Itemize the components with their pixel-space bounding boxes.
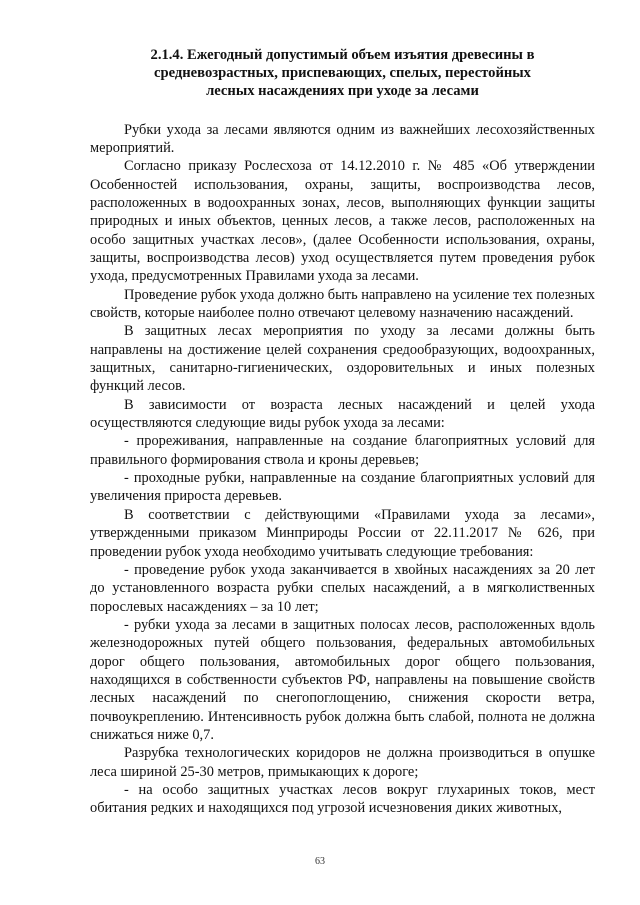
paragraph-1: Рубки ухода за лесами являются одним из важнейших лесохозяйственных мероприятий. [90, 121, 595, 156]
paragraph-2: Согласно приказу Рослесхоза от 14.12.2010 г. № 485 «Об утверждении Особенностей использования, охраны, защиты, воспроизводства лесов, расположенных в водоохранных зонах, лесов, выполняющих функции защиты природных и иных объектов, ценных лесов, а также лесов, расположенных на особо защитных участках лесов», (далее Особенности использования, охраны, защиты, воспроизводства лесов) уход осуществляется путем проведения рубок ухода, предусмотренных Правилами ухода за лесами. [90, 158, 595, 285]
paragraph-6: В соответствии с действующими «Правилами ухода за лесами», утвержденными приказом Минприроды России от 22.11.2017 № 626, при проведении рубок ухода необходимо учитывать следующие требования: [90, 506, 595, 560]
list-item-thinning: - прореживания, направленные на создание благоприятных условий для правильного формирования ствола и кроны деревьев; [90, 433, 595, 468]
section-heading [90, 46, 595, 101]
heading-line-2: средневозрастных, приспевающих, спелых, перестойных [154, 65, 531, 82]
list-item-requirement-2: - рубки ухода за лесами в защитных полосах лесов, расположенных вдоль железнодорожных путей общего пользования, федеральных автомобильных дорог общего пользования, автомобильных дорог общего пользования, находящихся в собственности субъектов РФ, направлены на повышение свойств лесных насаждений по снегопоглощению, снижения скорости ветра, почвоукреплению. Интенсивность рубок должна быть слабой, полнота не должна снижаться ниже 0,7. [90, 616, 595, 743]
paragraph-5: В зависимости от возраста лесных насаждений и целей ухода осуществляются следующие виды рубок ухода за лесами: [90, 396, 595, 432]
document-page [90, 46, 595, 818]
paragraph-7: Разрубка технологических коридоров не должна производиться в опушке леса шириной 25-30 метров, примыкающих к дороге; [90, 745, 595, 780]
list-item-passage-cuttings: - проходные рубки, направленные на создание благоприятных условий для увеличения прироста деревьев. [90, 470, 595, 505]
list-item-requirement-1: - проведение рубок ухода заканчивается в хвойных насаждениях за 20 лет до установленного возраста рубки спелых насаждений, а в мягколиственных порослевых насаждениях – за 10 лет; [90, 561, 595, 615]
page-number: 63 [315, 856, 325, 867]
paragraph-4: В защитных лесах мероприятия по уходу за лесами должны быть направлены на достижение целей сохранения средообразующих, водоохранных, защитных, санитарно-гигиенических, оздоровительных и иных полезных функций лесов. [90, 323, 595, 395]
paragraph-3: Проведение рубок ухода должно быть направлено на усиление тех полезных свойств, которые наиболее полно отвечают целевому назначению насаждений. [90, 286, 595, 322]
heading-line-3: лесных насаждениях при уходе за лесами [206, 83, 479, 100]
body-text [90, 121, 595, 818]
heading-line-1: 2.1.4. Ежегодный допустимый объем изъятия древесины в [150, 47, 535, 63]
list-item-requirement-3: - на особо защитных участках лесов вокруг глухариных токов, мест обитания редких и находящихся под угрозой исчезновения диких животных, [90, 781, 595, 817]
